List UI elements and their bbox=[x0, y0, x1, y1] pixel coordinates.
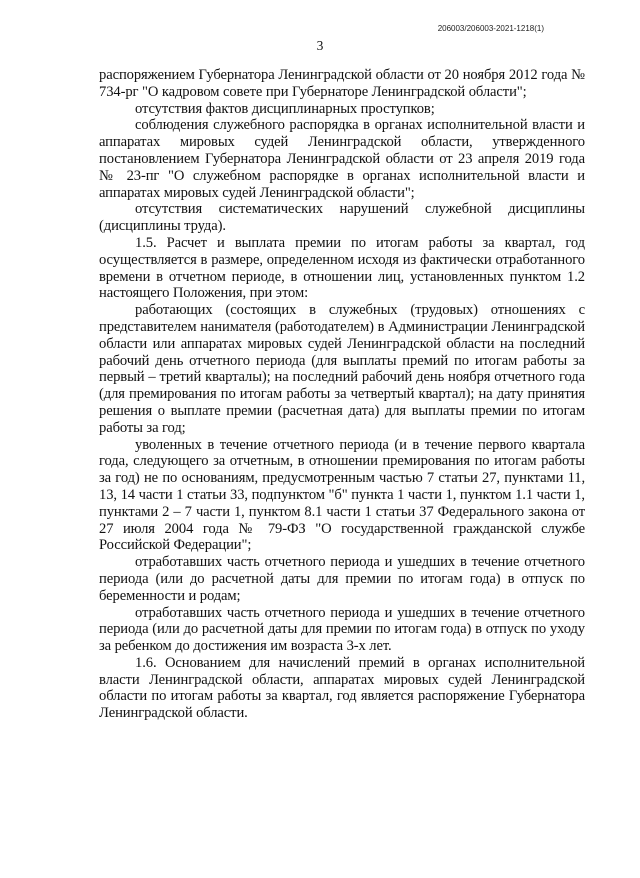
paragraph-dismissed-employees: уволенных в течение отчетного периода (и в течение первого квартала года, следующего за отчетным, в отношении премирования по итогам работы за год) не по основаниям, предусмотренным частью 7 статьи 27, пунктами 11, 13, 14 части 1 статьи 33, подпунктом "б" пункта 1 части 1, пунктом 1.1 части 1, пунктами 2 – 7 части 1, пунктом 8.1 части 1 статьи 37 Федерального закона от 27 июля 2004 года № 79-ФЗ "О государственной гражданской службе Российской Федерации"; bbox=[99, 436, 585, 554]
document-body bbox=[99, 67, 585, 722]
paragraph-no-misconduct: отсутствия фактов дисциплинарных проступков; bbox=[135, 100, 435, 117]
document-id: 206003/206003-2021-1218(1) bbox=[437, 24, 544, 33]
paragraph-clause-1-5: 1.5. Расчет и выплата премии по итогам работы за квартал, год осуществляется в размере, определенном исходя из фактически отработанного времени в отчетном периоде, в отношении лиц, установленных пунктом 1.2 настоящего Положения, при этом: bbox=[99, 234, 585, 302]
paragraph-service-schedule: соблюдения служебного распорядка в органах исполнительной власти и аппаратах мировых судей Ленинградской области, утвержденного постановлением Губернатора Ленинградской области от 23 апреля 2019 года № 23-пг "О служебном распорядке в органах исполнительной власти и аппаратах мировых судей Ленинградской области"; bbox=[99, 117, 585, 201]
paragraph-childcare-leave: отработавших часть отчетного периода и ушедших в течение отчетного периода (или до расчетной даты для премии по итогам года) в отпуск по уходу за ребенком до достижения им возраста 3-х лет. bbox=[99, 604, 585, 655]
paragraph-working-employees: работающих (состоящих в служебных (трудовых) отношениях с представителем нанимателя (работодателем) в Администрации Ленинградской области или аппаратах мировых судей Ленинградской области на последний рабочий день отчетного периода (для выплаты премий по итогам работы за первый – третий кварталы); на последний рабочий день ноября отчетного года (для премирования по итогам работы за четвертый квартал); на дату принятия решения о выплате премии (расчетная дата) для выплаты премии по итогам работы за год; bbox=[99, 302, 585, 436]
paragraph-clause-1-6: 1.6. Основанием для начислений премий в органах исполнительной власти Ленинградской области, аппаратах мировых судей Ленинградской области по итогам работы за квартал, год является распоряжение Губернатора Ленинградской области. bbox=[99, 654, 585, 722]
paragraph-no-violations: отсутствия систематических нарушений служебной дисциплины (дисциплины труда). bbox=[99, 201, 585, 235]
page-number: 3 bbox=[316, 38, 324, 53]
paragraph-1-continuation: распоряжением Губернатора Ленинградской области от 20 ноября 2012 года № 734-рг "О кадровом совете при Губернаторе Ленинградской области"; bbox=[99, 67, 585, 100]
paragraph-maternity-leave: отработавших часть отчетного периода и ушедших в течение отчетного периода (или до расчетной даты для премии по итогам года) в отпуск по беременности и родам; bbox=[99, 554, 585, 604]
